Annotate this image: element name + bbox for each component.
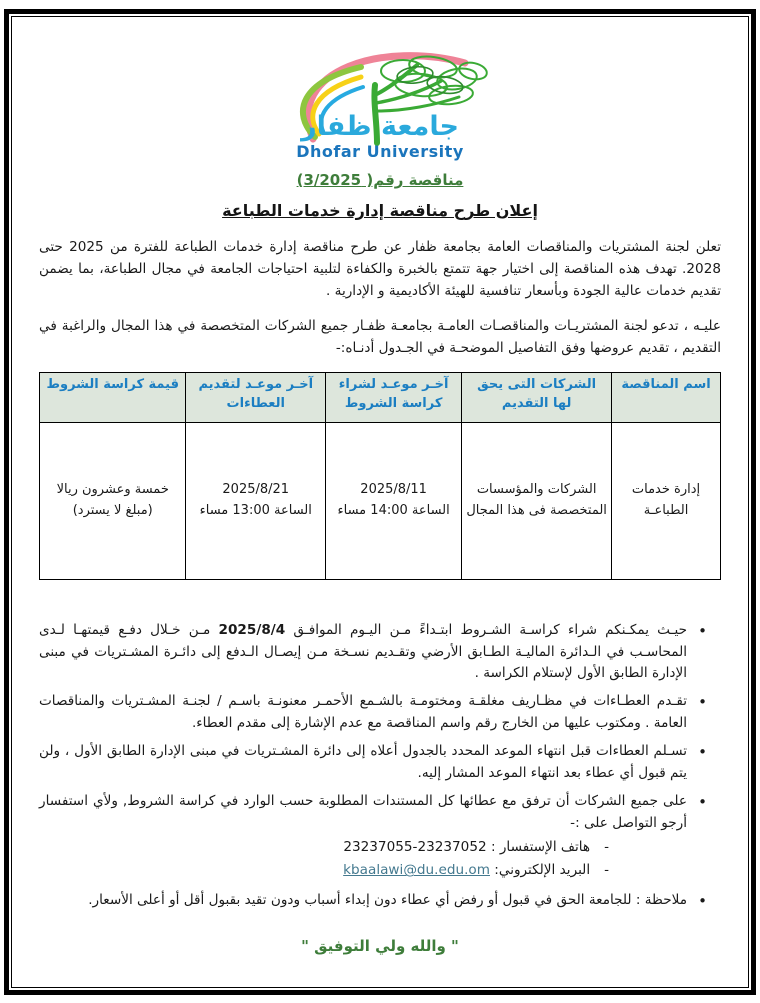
email-label: البريد الإلكتروني: — [489, 862, 591, 879]
header-eligible-companies: الشركات التى يحق لها التقديم — [462, 373, 612, 423]
contact-lines — [39, 836, 609, 882]
announcement-title: إعلان طرح مناقصة إدارة خدمات الطباعة — [222, 201, 538, 220]
intro-paragraph: تعلن لجنة المشتريات والمناقصات العامة بجامعة ظفار عن طرح مناقصة إدارة خدمات الطباعة للفترة من 2025 حتى 2028. تهدف هذه المناقصة إلى اختيار جهة تتمتع بالخبرة والكفاءة لتلبية احتياجات الجامعة في مجال الطباعة، بما يضمن تقديم خدمات عالية الجودة وبأسعار تنافسية للهيئة الأكاديمية و الإدارية . — [39, 239, 721, 300]
table-header-row — [40, 373, 721, 423]
purchase-deadline-time: الساعة 14:00 مساء — [337, 503, 450, 519]
email-line — [39, 859, 609, 882]
dash-marker: - — [604, 839, 609, 856]
header-submission-deadline: آخـر موعـد لتقديم العطاءات — [186, 373, 326, 423]
logo-arabic-name: جامعة ظفار — [301, 111, 459, 142]
page-border-inner — [11, 16, 749, 988]
header-purchase-deadline: آخـر موعـد لشراء كراسة الشروط — [326, 373, 462, 423]
purchase-text-pre: حيـث يمكـنكم شراء كراسـة الشـروط ابتـداءً مـن اليـوم الموافـق — [285, 622, 687, 639]
phone-line — [39, 836, 609, 859]
closing-blessing: " والله ولي التوفيق " — [301, 936, 459, 955]
purchase-start-date: 2025/8/4 — [218, 622, 286, 639]
page-border-outer — [4, 9, 756, 995]
cell-submission-deadline — [186, 423, 326, 580]
booklet-price-amount: خمسة وعشرون ريالا — [56, 482, 169, 498]
tender-number-title: مناقصة رقم( 3/2025) — [296, 171, 464, 189]
submission-deadline-date: 2025/8/21 — [222, 482, 290, 498]
cell-booklet-price — [40, 423, 186, 580]
cell-purchase-deadline — [326, 423, 462, 580]
university-logo — [250, 51, 510, 161]
dash-marker: - — [604, 862, 609, 879]
header-booklet-price: قيمة كراسة الشروط — [40, 373, 186, 423]
bullet-note: • ملاحظة : للجامعة الحق في قبول أو رفض أي عطاء دون إبداء أسباب ودون تقيد بقبول أقل أو أعلى الأسعار. — [39, 890, 707, 911]
purchase-deadline-date: 2025/8/11 — [360, 482, 427, 498]
invitation-paragraph: عليـه ، تدعو لجنة المشتريـات والمناقصـات العامـة بجامعـة ظفـار جميع الشركات المتخصصة في هذا المجال والراغبة في التقديم ، تقديم عروضها وفق التفاصيل الموضحـة في الجـدول أدنـاه:- — [39, 318, 721, 357]
phone-label: هاتف الإستفسار : — [486, 839, 591, 856]
cell-eligible-companies: الشركات والمؤسسات المتخصصة فى هذا المجال — [462, 423, 612, 580]
purchase-text-post: مـن خـلال دفـع قيمتهـا لـدى المحاسـب في الـدائرة الماليـة الطـابق الأرضي وتقـديم نسـخة مـن إيصـال الـدفع إلى دائـرة المشـتريات في مبنى الإدارة الطابق الأول لإستلام الكراسة . — [39, 622, 687, 682]
table-row — [40, 423, 721, 580]
bullet-purchase-info — [39, 620, 707, 684]
submission-deadline-time: الساعة 13:00 مساء — [199, 503, 312, 519]
tender-details-table — [39, 372, 721, 580]
bullet-documents — [39, 791, 707, 882]
bullet-envelopes: • تقـدم العطـاءات في مظـاريف مغلقـة ومختومـة بالشـمع الأحمـر معنونـة باسـم / لجنـة المشـتريات والمناقصات العامة . ومكتوب عليها من الخارج رقم واسم المناقصة مع عدم الإشارة إلى مقدم العطاء. — [39, 691, 707, 734]
header-tender-name: اسم المناقصة — [612, 373, 721, 423]
documents-text: على جميع الشركات أن ترفق مع عطائها كل المستندات المطلوبة حسب الوارد في كراسة الشروط, ولأي استفسار أرجو التواصل على :- — [39, 793, 687, 831]
email-link[interactable]: kbaalawi@du.edu.om — [343, 862, 490, 879]
phone-numbers: 23237052-23237055 — [343, 839, 487, 856]
cell-tender-name: إدارة خدمات الطباعـة — [612, 423, 721, 580]
bullet-delivery: • تسـلم العطاءات قبل انتهاء الموعد المحدد بالجدول أعلاه إلى دائرة المشـتريات في مبنى الإدارة الطابق الأول ، ولن يتم قبول أي عطاء بعد انتهاء الموعد المشار إليه. — [39, 741, 707, 784]
logo-english-name: Dhofar University — [296, 142, 464, 161]
booklet-price-note: (مبلغ لا يسترد) — [72, 503, 153, 519]
conditions-list — [39, 620, 721, 911]
